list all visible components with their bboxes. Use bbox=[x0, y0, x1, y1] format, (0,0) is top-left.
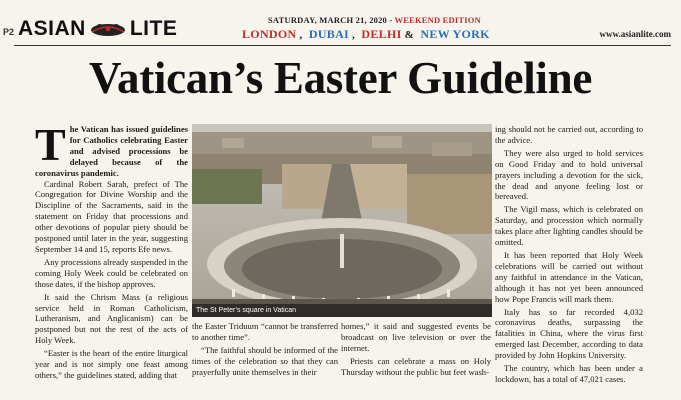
paragraph: It said the Chrism Mass (a religious service held in Roman Catholicism, Lutheranism, and Anglicanism) can be postponed but not the rest of the acts of Holy Week. bbox=[35, 291, 188, 346]
paragraph: the Easter Triduum “cannot be transferred to another time”. bbox=[192, 321, 338, 342]
lede-text: he Vatican has issued guidelines for Catholics celebrating Easter and advised processions be delayed because of the coronavirus pandemic. bbox=[35, 124, 188, 178]
photo-illustration bbox=[192, 124, 492, 317]
paragraph: Any processions already suspended in the coming Holy Week could be celebrated on those dates, if the bishop approves. bbox=[35, 256, 188, 289]
article-column-right bbox=[495, 124, 643, 385]
logo-text-right: LITE bbox=[129, 17, 178, 40]
paragraph: Italy has so far recorded 4,032 coronavirus deaths, surpassing the fatalities in China, where the virus first emerged last December, according to data provided by John Hopkins University. bbox=[495, 306, 643, 361]
st-peters-square-photo bbox=[192, 124, 492, 317]
website-link[interactable]: www.asianlite.com bbox=[599, 29, 671, 39]
paragraph: “The faithful should be informed of the times of the celebration so that they can prayerfully unite themselves in their bbox=[192, 344, 338, 377]
page-number: P2 bbox=[3, 27, 15, 37]
city-separator: & bbox=[404, 29, 415, 41]
paragraph: “Easter is the heart of the entire liturgical year and is not simply one feast among others,” the guidelines stated, adding that bbox=[35, 348, 188, 380]
logo-text-left: ASIAN bbox=[18, 17, 86, 40]
city-name: DELHI bbox=[361, 27, 402, 41]
paragraph: The Vigil mass, which is celebrated on Saturday, and procession which normally takes place after lighting candles should be omitted. bbox=[495, 204, 643, 248]
paragraph: Cardinal Robert Sarah, prefect of The Congregation for Divine Worship and the Discipline of the Sacraments, said in the statement on Friday that processions and other devotions of popular piety should be postponed until later in the year, suggesting September 14 and 15, reports Efe news. bbox=[35, 178, 188, 254]
masthead-divider bbox=[14, 45, 671, 46]
dateline-edition: WEEKEND EDITION bbox=[394, 15, 481, 25]
city-separator: , bbox=[299, 29, 303, 41]
paragraph: They were also urged to hold services on Good Friday and to hold universal prayers including a devotion for the sick, the dead and anyone feeling lost or bereaved. bbox=[495, 147, 643, 202]
edition-cities bbox=[242, 27, 490, 42]
city-name: DUBAI bbox=[308, 27, 350, 41]
lion-emblem-icon bbox=[88, 20, 128, 38]
drop-cap: T bbox=[35, 119, 66, 170]
paragraph: The country, which has been under a lockdown, has a total of 47,021 cases. bbox=[495, 363, 643, 384]
city-separator: , bbox=[352, 29, 356, 41]
paragraph: ing should not be carried out, according to the advice. bbox=[495, 124, 643, 145]
paragraph: Priests can celebrate a mass on Holy Thursday without the public but feet wash- bbox=[341, 355, 491, 377]
article-column-left bbox=[35, 119, 188, 381]
paragraph: It has been reported that Holy Week celebrations will be carried out without any faithful in attendance in the Vatican, although it has not yet been announced how Pope Francis will mark them. bbox=[495, 249, 643, 304]
newspaper-logo[interactable] bbox=[18, 17, 177, 41]
photo-caption: The St Peter’s square in Vatican bbox=[192, 304, 492, 317]
article-column-mid-right bbox=[341, 321, 491, 378]
city-name: LONDON bbox=[242, 27, 297, 41]
article-column-mid-left bbox=[192, 321, 338, 378]
city-name: NEW YORK bbox=[420, 27, 490, 41]
masthead bbox=[0, 0, 681, 46]
article-lede bbox=[35, 119, 188, 179]
dateline-date: SATURDAY, MARCH 21, 2020 - bbox=[268, 15, 395, 25]
paragraph: homes,” it said and suggested events be broadcast on live television or over the internet. bbox=[341, 321, 491, 353]
article-headline: Vatican’s Easter Guideline bbox=[88, 53, 593, 103]
dateline bbox=[268, 15, 481, 25]
